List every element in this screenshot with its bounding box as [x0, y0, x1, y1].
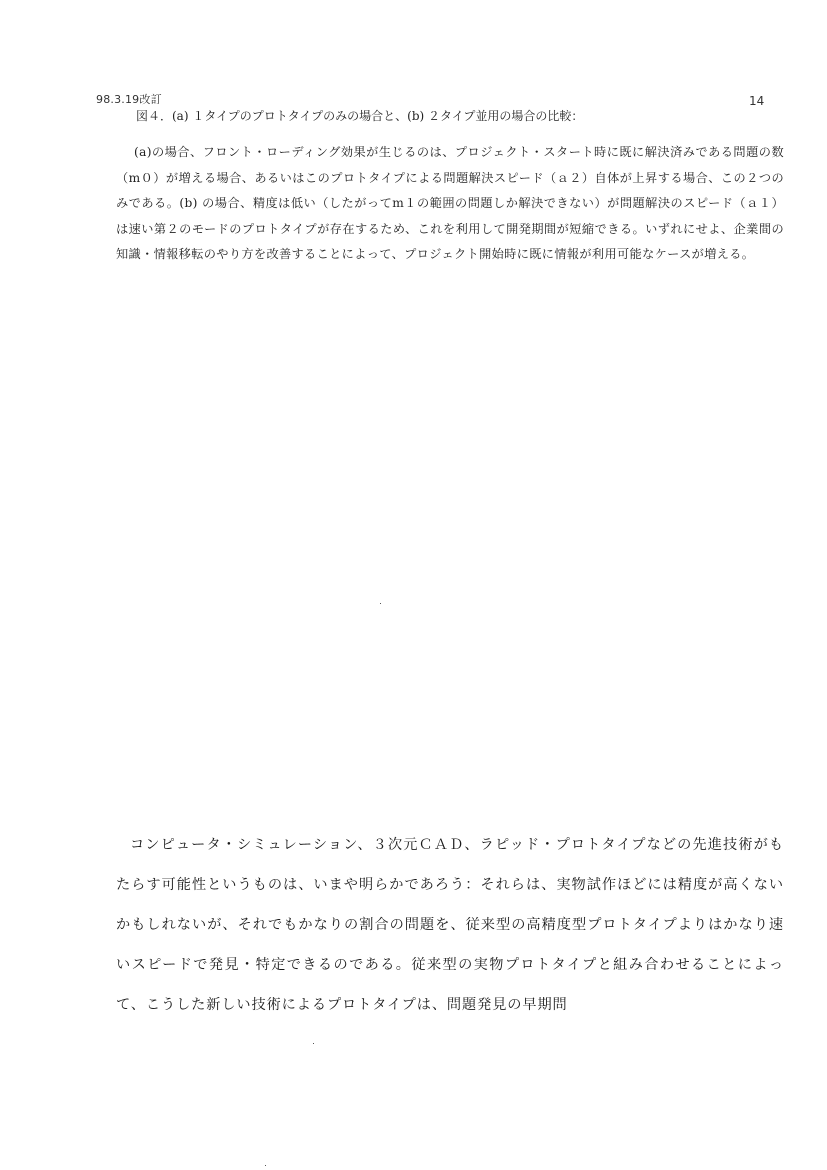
scan-speck [313, 1043, 314, 1044]
scan-speck [265, 1165, 266, 1166]
scan-speck [380, 603, 381, 604]
revision-date: 98.3.19改訂 [96, 93, 162, 106]
figure-caption: 図４．(a) １タイプのプロトタイプのみの場合と、(b) ２タイプ並用の場合の比較： [136, 109, 584, 123]
body-paragraph: コンピュータ・シミュレーション、３次元ＣＡＤ、ラピッド・プロトタイプなどの先進技術がもたらす可能性というものは、いまや明らかであろう：それらは、実物試作ほどには精度が高くないかもしれないが、それでもかなりの割合の問題を、従来型の高精度型プロトタイプよりはかなり速いスピードで発見・特定できるのである。従来型の実物プロトタイプと組み合わせることによって、こうした新しい技術によるプロトタイプは、問題発見の早期問 [116, 837, 784, 1013]
page-number: 14 [749, 94, 765, 108]
figure-description: (a)の場合、フロント・ローディング効果が生じるのは、プロジェクト・スタート時に既に解決済みである問題の数（m０）が増える場合、あるいはこのプロトタイプによる問題解決スピード（ａ２）自体が上昇する場合、この２つのみである。(b) の場合、精度は低い（したがってm１の範囲の問題しか解決できない）が問題解決のスピード（ａ１）は速い第２のモードのプロトタイプが存在するため、これを利用して開発期間が短縮できる。いずれにせよ、企業間の知識・情報移転のやり方を改善することによって、プロジェクト開始時に既に情報が利用可能なケースが増える。 [116, 145, 784, 262]
figure-blank-area [116, 340, 784, 810]
